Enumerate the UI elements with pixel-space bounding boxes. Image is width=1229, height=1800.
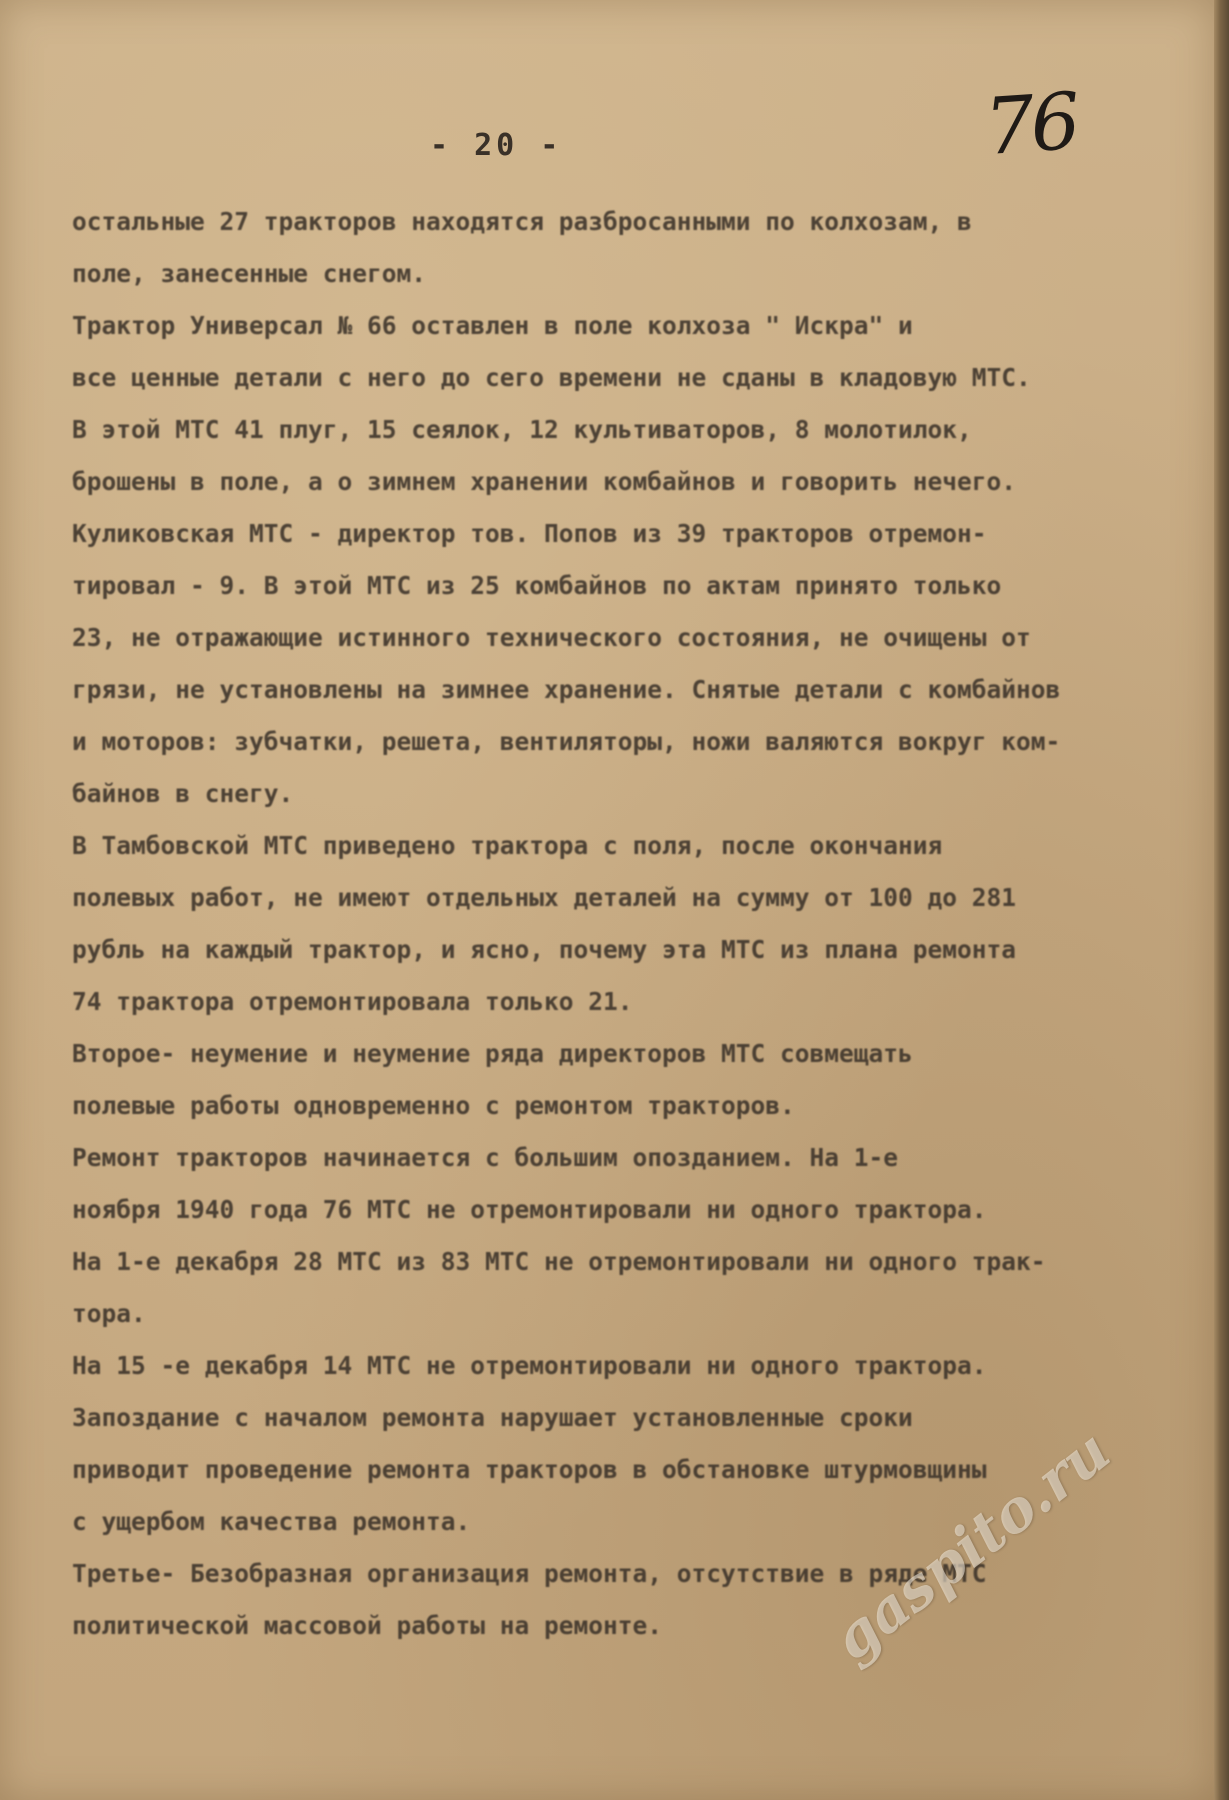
text-line: Трактор Универсал № 66 оставлен в поле колхоза " Искра" и: [72, 311, 913, 340]
folio-number: 76: [981, 76, 1080, 174]
document-body: [72, 196, 1212, 1652]
text-line: политической массовой работы на ремонте.: [72, 1611, 663, 1640]
text-line: Ремонт тракторов начинается с большим опозданием. На 1-е: [72, 1143, 899, 1172]
text-line: поле, занесенные снегом.: [72, 259, 427, 288]
text-line: Запоздание с началом ремонта нарушает установленные сроки: [72, 1403, 913, 1432]
text-line: с ущербом качества ремонта.: [72, 1507, 471, 1536]
text-line: На 15 -е декабря 14 МТС не отремонтировали ни одного трактора.: [72, 1351, 987, 1380]
text-line: В этой МТС 41 плуг, 15 сеялок, 12 культиваторов, 8 молотилок,: [72, 415, 972, 444]
text-line: тора.: [72, 1299, 146, 1328]
page-edge: [1214, 0, 1229, 1800]
text-line: тировал - 9. В этой МТС из 25 комбайнов по актам принято только: [72, 571, 1002, 600]
page-number: - 20 -: [430, 128, 563, 163]
text-line: В Тамбовской МТС приведено трактора с поля, после окончания: [72, 831, 943, 860]
text-line: полевые работы одновременно с ремонтом тракторов.: [72, 1091, 795, 1120]
text-line: брошены в поле, а о зимнем хранении комбайнов и говорить нечего.: [72, 467, 1017, 496]
watermark: gaspito.ru: [820, 1416, 1123, 1674]
text-line: рубль на каждый трактор, и ясно, почему эта МТС из плана ремонта: [72, 935, 1017, 964]
text-line: Куликовская МТС - директор тов. Попов из 39 тракторов отремон-: [72, 519, 987, 548]
text-line: приводит проведение ремонта тракторов в обстановке штурмовщины: [72, 1455, 987, 1484]
text-line: и моторов: зубчатки, решета, вентиляторы, ножи валяются вокруг ком-: [72, 727, 1061, 756]
text-line: байнов в снегу.: [72, 779, 294, 808]
text-line: полевых работ, не имеют отдельных деталей на сумму от 100 до 281: [72, 883, 1017, 912]
text-line: 74 трактора отремонтировала только 21.: [72, 987, 633, 1016]
text-line: грязи, не установлены на зимнее хранение. Снятые детали с комбайнов: [72, 675, 1061, 704]
text-line: Второе- неумение и неумение ряда директоров МТС совмещать: [72, 1039, 913, 1068]
text-line: На 1-е декабря 28 МТС из 83 МТС не отремонтировали ни одного трак-: [72, 1247, 1046, 1276]
text-line: все ценные детали с него до сего времени не сданы в кладовую МТС.: [72, 363, 1031, 392]
text-line: остальные 27 тракторов находятся разбросанными по колхозам, в: [72, 207, 972, 236]
text-line: Третье- Безобразная организация ремонта, отсутствие в ряде МТС: [72, 1559, 987, 1588]
text-line: 23, не отражающие истинного технического состояния, не очищены от: [72, 623, 1031, 652]
text-line: ноября 1940 года 76 МТС не отремонтировали ни одного трактора.: [72, 1195, 987, 1224]
